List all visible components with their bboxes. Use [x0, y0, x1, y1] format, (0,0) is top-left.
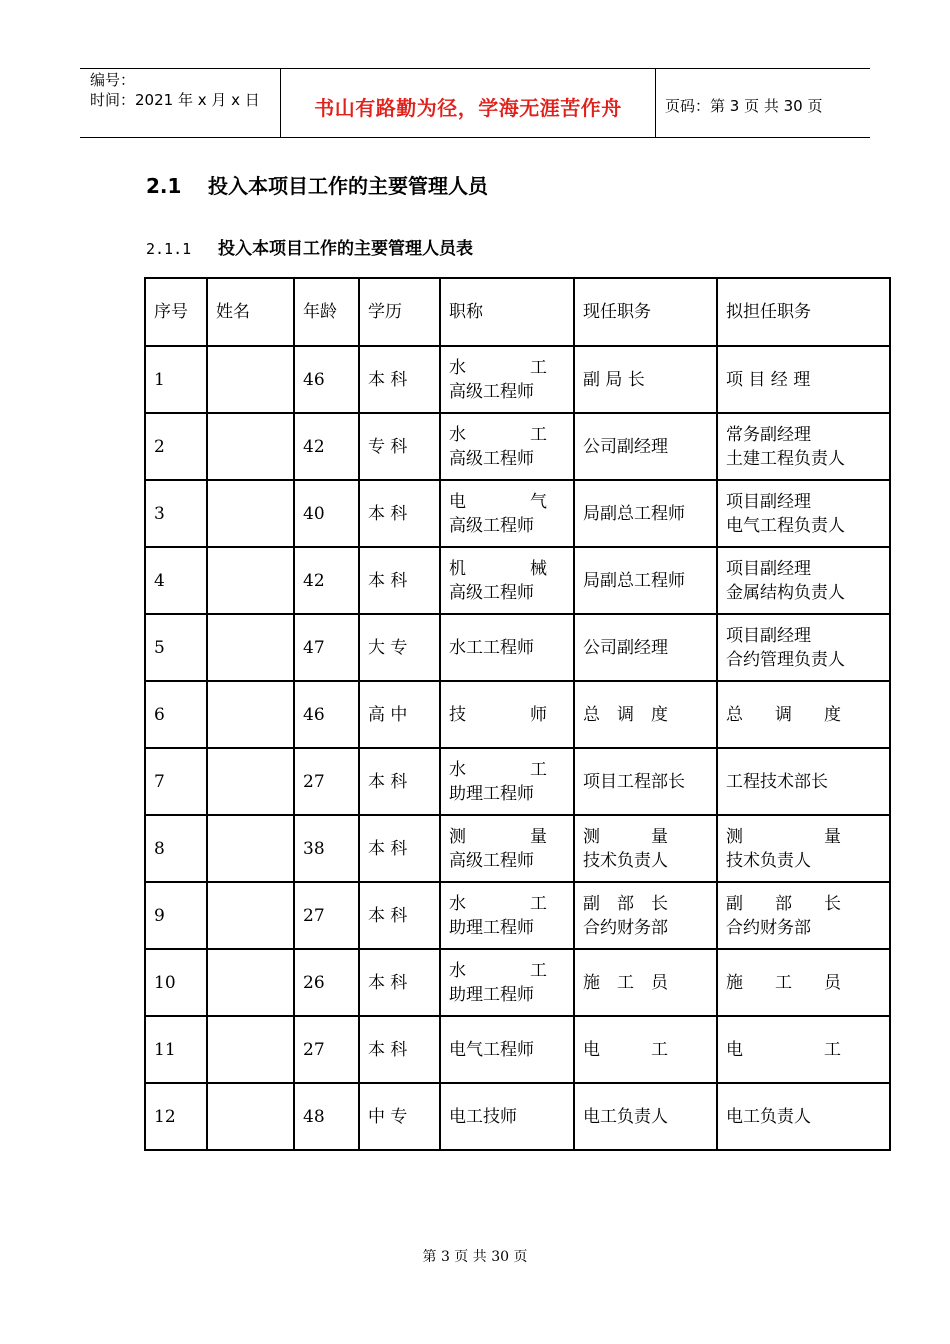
spread-line: [726, 971, 889, 995]
planned-position-cell: [717, 949, 890, 1016]
education-cell: 高 中: [359, 681, 440, 748]
education-cell: 本 科: [359, 346, 440, 413]
spread-line: [449, 758, 573, 782]
table-row: [145, 1083, 890, 1150]
cell-char: 电: [449, 491, 466, 512]
spread-line: [449, 557, 573, 581]
page-info: 页码：第 3 页 共 30 页: [665, 96, 823, 115]
name-cell: [207, 748, 294, 815]
cell-char: 水: [449, 893, 466, 914]
cell-line: 项目副经理: [726, 491, 811, 512]
row-number-cell: 11: [145, 1016, 207, 1083]
cell-char: 工: [651, 1039, 668, 1060]
subsection-title: 投入本项目工作的主要管理人员表: [218, 239, 473, 259]
cell-line: 助理工程师: [449, 783, 534, 804]
cell-char: 施: [583, 972, 600, 993]
age-cell: 42: [294, 547, 359, 614]
cell-char: 工: [530, 424, 547, 445]
name-cell: [207, 413, 294, 480]
title-cell: [440, 346, 574, 413]
table-row: [145, 815, 890, 882]
age-cell: 27: [294, 1016, 359, 1083]
planned-position-cell: [717, 1016, 890, 1083]
name-cell: [207, 346, 294, 413]
table-row: [145, 748, 890, 815]
header-cell: 职称: [440, 278, 574, 346]
table-row: [145, 413, 890, 480]
education-cell: 大 专: [359, 614, 440, 681]
education-cell: 本 科: [359, 949, 440, 1016]
cell-char: 水: [449, 960, 466, 981]
planned-position-cell: [717, 614, 890, 681]
time-label: 时间：2021 年 x 月 x 日: [90, 91, 260, 109]
current-position-cell: [574, 949, 717, 1016]
cell-char: 度: [651, 704, 668, 725]
education-cell: 专 科: [359, 413, 440, 480]
cell-char: 工: [775, 972, 792, 993]
cell-line: 合约管理负责人: [726, 649, 845, 670]
cell-line: 项目副经理: [726, 625, 811, 646]
subsection-number: 2.1.1: [146, 240, 192, 258]
motto-text: 书山有路勤为径，学海无涯苦作舟: [314, 95, 622, 120]
row-number-cell: 1: [145, 346, 207, 413]
table-body: [145, 346, 890, 1150]
spread-line: [449, 490, 573, 514]
cell-char: 长: [824, 893, 841, 914]
name-cell: [207, 547, 294, 614]
cell-line: 电工负责人: [583, 1106, 668, 1127]
spread-line: [583, 703, 716, 727]
cell-line: 合约财务部: [583, 917, 668, 938]
age-cell: 27: [294, 882, 359, 949]
planned-position-cell: [717, 413, 890, 480]
name-cell: [207, 1083, 294, 1150]
row-number-cell: 4: [145, 547, 207, 614]
age-cell: 38: [294, 815, 359, 882]
title-cell: [440, 949, 574, 1016]
row-number-cell: 8: [145, 815, 207, 882]
current-position-cell: [574, 346, 717, 413]
header-cell: 现任职务: [574, 278, 717, 346]
section-title: 投入本项目工作的主要管理人员: [208, 174, 488, 198]
cell-line: 公司副经理: [583, 637, 668, 658]
cell-line: 工程技术部长: [726, 771, 828, 792]
spread-line: [449, 423, 573, 447]
name-cell: [207, 949, 294, 1016]
name-cell: [207, 681, 294, 748]
table-row: [145, 614, 890, 681]
table-row: [145, 1016, 890, 1083]
planned-position-cell: [717, 346, 890, 413]
current-position-cell: [574, 681, 717, 748]
cell-line: 金属结构负责人: [726, 582, 845, 603]
cell-char: 工: [530, 357, 547, 378]
cell-char: 总: [583, 704, 600, 725]
current-position-cell: [574, 614, 717, 681]
section-number: 2.1: [146, 174, 182, 198]
spread-line: [726, 1038, 889, 1062]
spread-line: [449, 892, 573, 916]
cell-char: 水: [449, 424, 466, 445]
age-cell: 47: [294, 614, 359, 681]
cell-line: 高级工程师: [449, 515, 534, 536]
section-heading: [146, 170, 488, 199]
staff-table: [144, 277, 891, 1151]
row-number-cell: 9: [145, 882, 207, 949]
cell-char: 机: [449, 558, 466, 579]
title-cell: [440, 681, 574, 748]
cell-char: 施: [726, 972, 743, 993]
current-position-cell: [574, 413, 717, 480]
table-header-row: [145, 278, 890, 346]
cell-line: 局副总工程师: [583, 570, 685, 591]
education-cell: 中 专: [359, 1083, 440, 1150]
cell-char: 测: [449, 826, 466, 847]
age-cell: 48: [294, 1083, 359, 1150]
cell-line: 电工技师: [449, 1106, 517, 1127]
current-position-cell: [574, 547, 717, 614]
title-cell: [440, 748, 574, 815]
cell-char: 工: [530, 759, 547, 780]
page-header: [80, 68, 870, 138]
cell-line: 项目工程部长: [583, 771, 685, 792]
age-cell: 40: [294, 480, 359, 547]
title-cell: [440, 413, 574, 480]
cell-line: 项 目 经 理: [726, 369, 811, 390]
row-number-cell: 5: [145, 614, 207, 681]
planned-position-cell: [717, 547, 890, 614]
cell-line: 技术负责人: [726, 850, 811, 871]
spread-line: [583, 1038, 716, 1062]
cell-char: 量: [824, 826, 841, 847]
cell-char: 量: [530, 826, 547, 847]
cell-line: 水工工程师: [449, 637, 534, 658]
cell-char: 测: [583, 826, 600, 847]
cell-char: 电: [583, 1039, 600, 1060]
cell-line: 高级工程师: [449, 850, 534, 871]
table-row: [145, 882, 890, 949]
planned-position-cell: [717, 681, 890, 748]
name-cell: [207, 882, 294, 949]
planned-position-cell: [717, 815, 890, 882]
cell-char: 调: [775, 704, 792, 725]
name-cell: [207, 480, 294, 547]
table-row: [145, 480, 890, 547]
row-number-cell: 10: [145, 949, 207, 1016]
spread-line: [583, 825, 716, 849]
number-label: 编号：: [90, 71, 136, 89]
education-cell: 本 科: [359, 748, 440, 815]
header-cell: 姓名: [207, 278, 294, 346]
cell-char: 调: [617, 704, 634, 725]
age-cell: 46: [294, 681, 359, 748]
cell-line: 高级工程师: [449, 381, 534, 402]
header-cell: 序号: [145, 278, 207, 346]
cell-char: 长: [651, 893, 668, 914]
cell-char: 水: [449, 357, 466, 378]
title-cell: [440, 882, 574, 949]
spread-line: [449, 703, 573, 727]
cell-char: 量: [651, 826, 668, 847]
cell-line: 助理工程师: [449, 917, 534, 938]
spread-line: [583, 892, 716, 916]
title-cell: [440, 480, 574, 547]
age-cell: 46: [294, 346, 359, 413]
planned-position-cell: [717, 480, 890, 547]
education-cell: 本 科: [359, 882, 440, 949]
header-page-cell: [655, 69, 870, 137]
name-cell: [207, 815, 294, 882]
spread-line: [583, 971, 716, 995]
header-cell: 年龄: [294, 278, 359, 346]
spread-line: [449, 356, 573, 380]
cell-char: 械: [530, 558, 547, 579]
cell-char: 工: [530, 960, 547, 981]
cell-char: 气: [530, 491, 547, 512]
age-cell: 27: [294, 748, 359, 815]
spread-line: [449, 825, 573, 849]
cell-line: 高级工程师: [449, 448, 534, 469]
current-position-cell: [574, 480, 717, 547]
row-number-cell: 3: [145, 480, 207, 547]
cell-char: 技: [449, 704, 466, 725]
education-cell: 本 科: [359, 815, 440, 882]
cell-line: 高级工程师: [449, 582, 534, 603]
cell-line: 电工负责人: [726, 1106, 811, 1127]
planned-position-cell: [717, 1083, 890, 1150]
row-number-cell: 6: [145, 681, 207, 748]
cell-line: 技术负责人: [583, 850, 668, 871]
cell-line: 常务副经理: [726, 424, 811, 445]
cell-char: 副: [583, 893, 600, 914]
title-cell: [440, 815, 574, 882]
table-row: [145, 949, 890, 1016]
cell-line: 助理工程师: [449, 984, 534, 1005]
cell-char: 师: [530, 704, 547, 725]
education-cell: 本 科: [359, 480, 440, 547]
cell-line: 项目副经理: [726, 558, 811, 579]
cell-line: 局副总工程师: [583, 503, 685, 524]
title-cell: [440, 1016, 574, 1083]
current-position-cell: [574, 882, 717, 949]
name-cell: [207, 614, 294, 681]
age-cell: 42: [294, 413, 359, 480]
current-position-cell: [574, 1083, 717, 1150]
header-cell: 拟担任职务: [717, 278, 890, 346]
header-meta-cell: [80, 69, 280, 137]
cell-char: 工: [530, 893, 547, 914]
cell-char: 电: [726, 1039, 743, 1060]
table-row: [145, 547, 890, 614]
cell-char: 总: [726, 704, 743, 725]
cell-char: 测: [726, 826, 743, 847]
current-position-cell: [574, 815, 717, 882]
cell-char: 员: [824, 972, 841, 993]
header-cell: 学历: [359, 278, 440, 346]
planned-position-cell: [717, 748, 890, 815]
spread-line: [449, 959, 573, 983]
page-footer: 第 3 页 共 30 页: [422, 1249, 528, 1265]
title-cell: [440, 547, 574, 614]
table-row: [145, 346, 890, 413]
cell-line: 公司副经理: [583, 436, 668, 457]
education-cell: 本 科: [359, 1016, 440, 1083]
planned-position-cell: [717, 882, 890, 949]
title-cell: [440, 614, 574, 681]
row-number-cell: 7: [145, 748, 207, 815]
cell-line: 电气工程负责人: [726, 515, 845, 536]
spread-line: [726, 892, 889, 916]
cell-char: 副: [726, 893, 743, 914]
current-position-cell: [574, 1016, 717, 1083]
cell-char: 工: [617, 972, 634, 993]
cell-char: 员: [651, 972, 668, 993]
row-number-cell: 2: [145, 413, 207, 480]
age-cell: 26: [294, 949, 359, 1016]
subsection-heading: [146, 234, 473, 259]
current-position-cell: [574, 748, 717, 815]
cell-line: 合约财务部: [726, 917, 811, 938]
education-cell: 本 科: [359, 547, 440, 614]
cell-char: 度: [824, 704, 841, 725]
spread-line: [726, 703, 889, 727]
table-row: [145, 681, 890, 748]
row-number-cell: 12: [145, 1083, 207, 1150]
name-cell: [207, 1016, 294, 1083]
cell-line: 副 局 长: [583, 369, 645, 390]
title-cell: [440, 1083, 574, 1150]
cell-char: 水: [449, 759, 466, 780]
cell-line: 土建工程负责人: [726, 448, 845, 469]
cell-char: 部: [617, 893, 634, 914]
cell-char: 工: [824, 1039, 841, 1060]
header-motto-cell: [280, 69, 656, 137]
spread-line: [726, 825, 889, 849]
cell-line: 电气工程师: [449, 1039, 534, 1060]
cell-char: 部: [775, 893, 792, 914]
